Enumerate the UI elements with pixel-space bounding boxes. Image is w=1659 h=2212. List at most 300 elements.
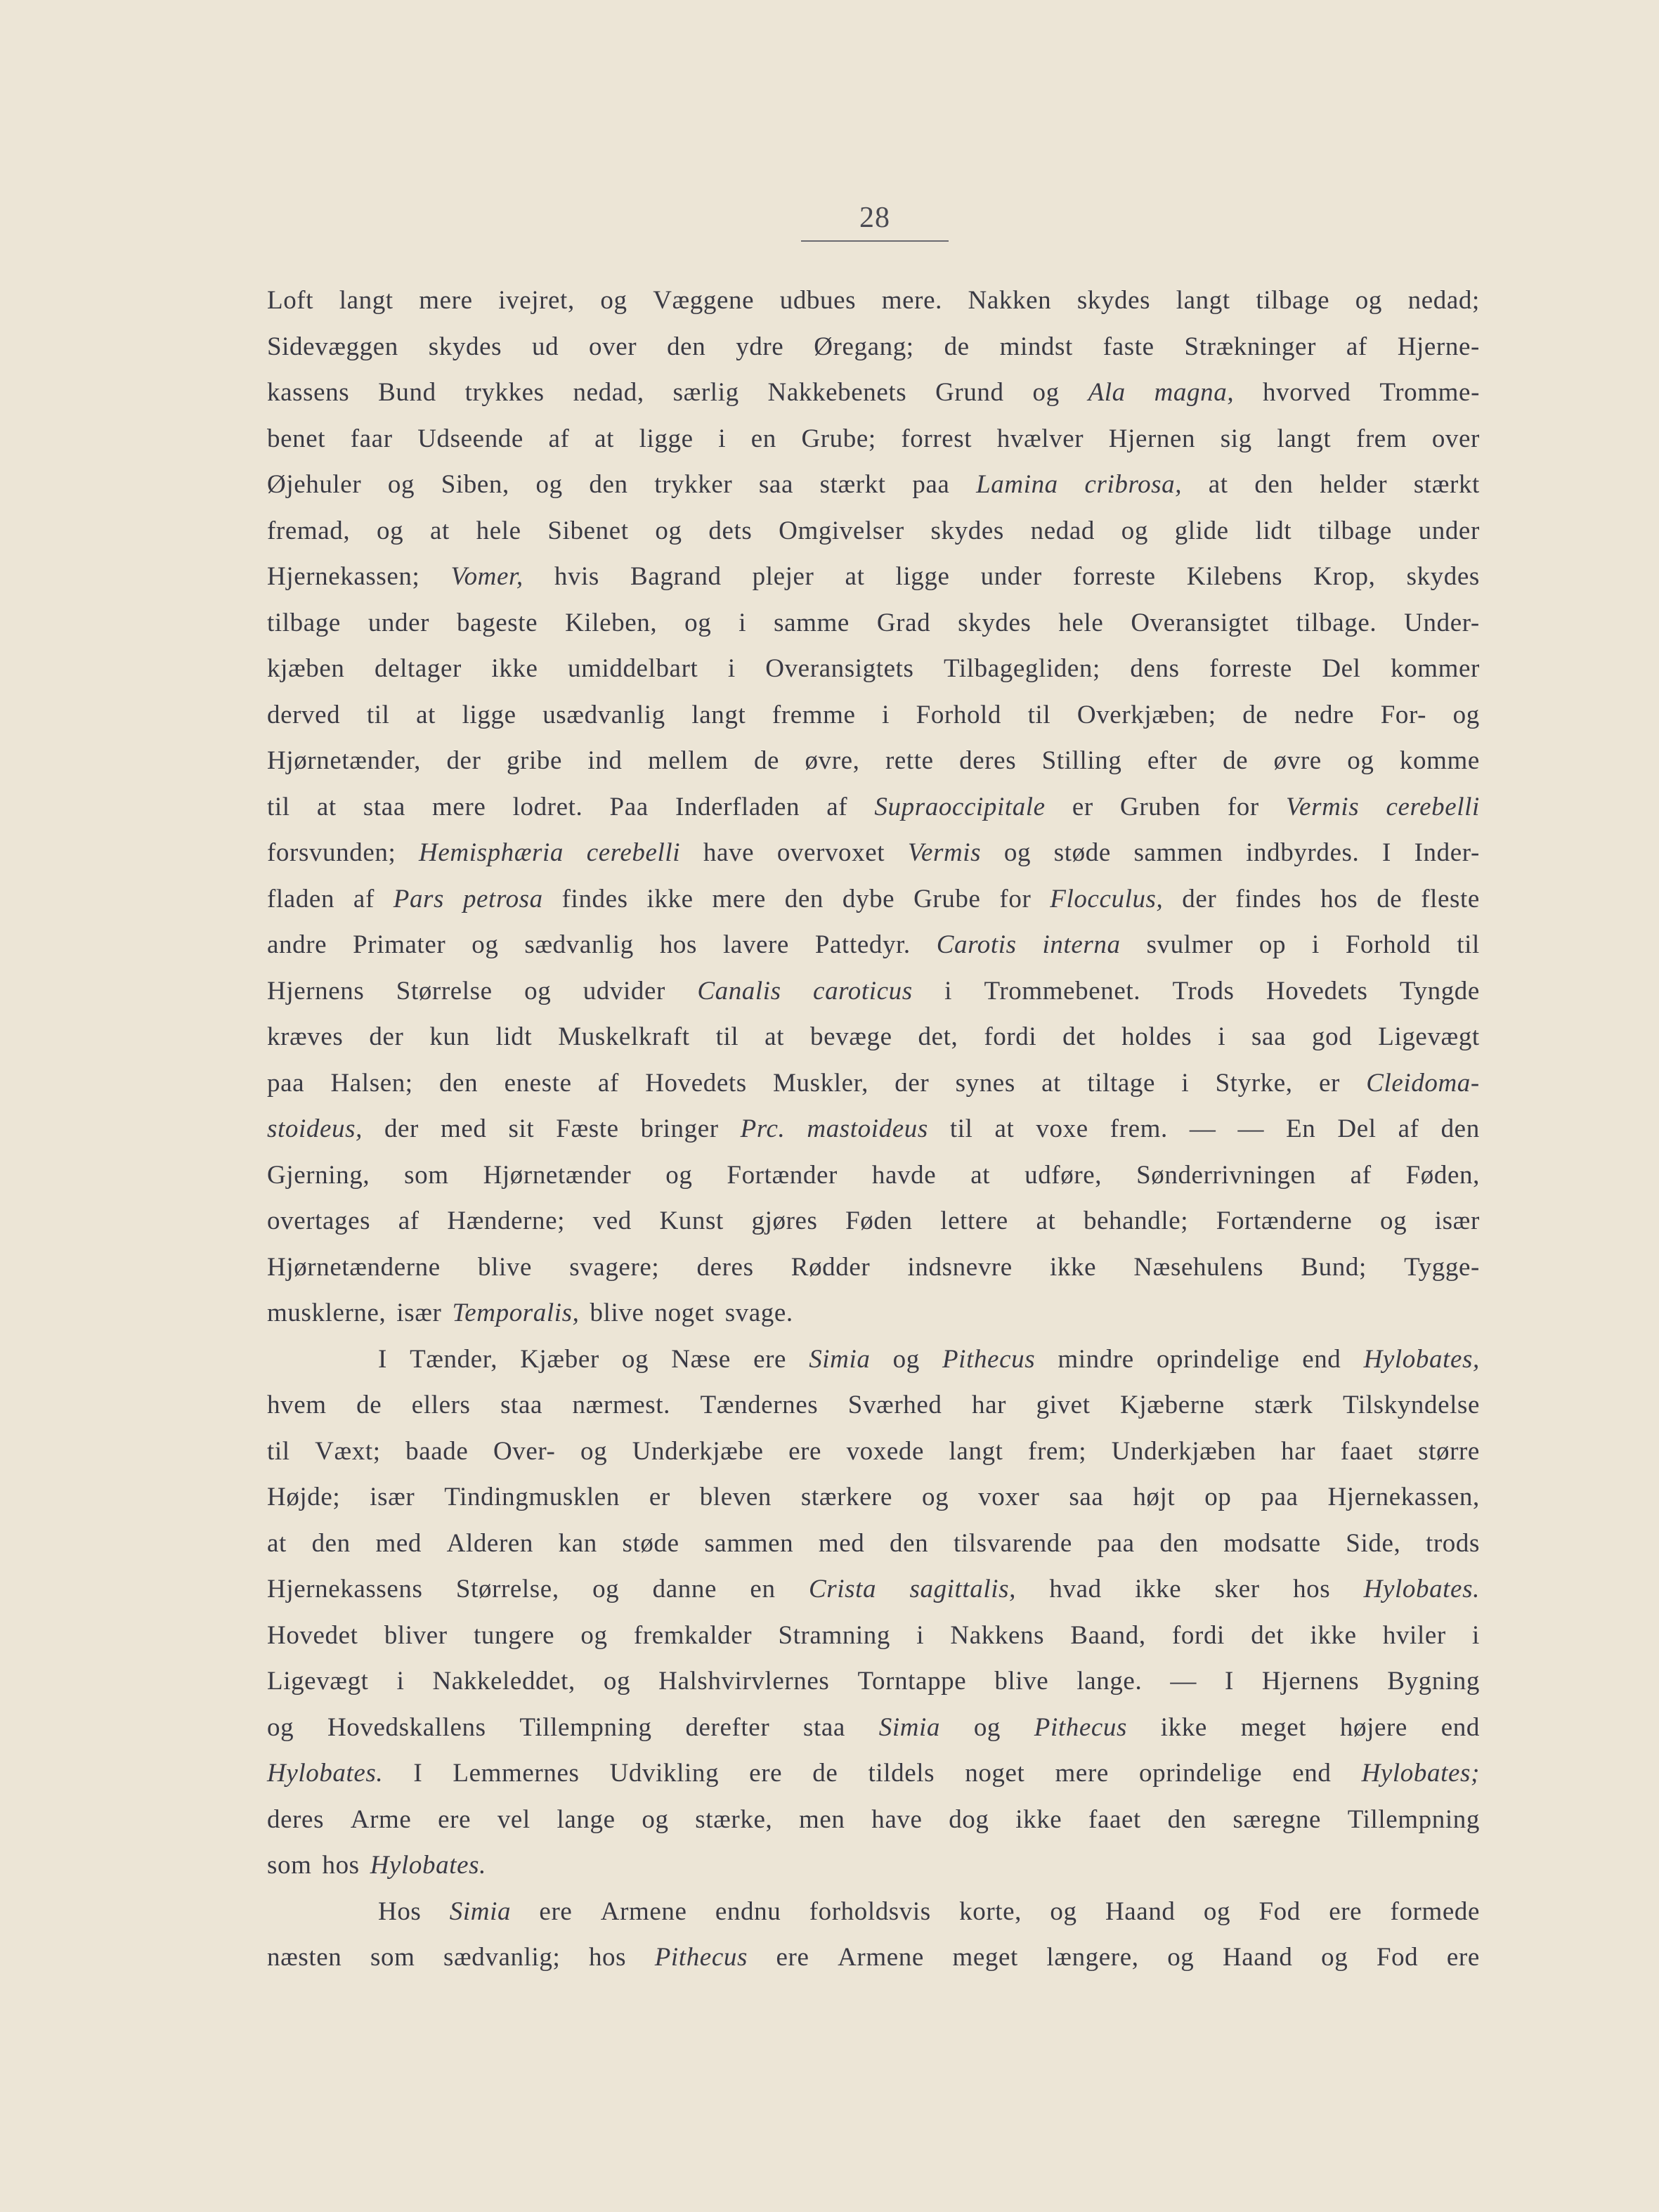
- word: gjøres: [751, 1206, 818, 1235]
- word: og: [471, 930, 499, 959]
- word: langt: [1277, 424, 1332, 453]
- word: hele: [1058, 608, 1104, 637]
- word: og: [1379, 1206, 1407, 1235]
- word: forreste: [1209, 654, 1292, 683]
- word: ere: [749, 1759, 783, 1788]
- word: ere: [438, 1804, 471, 1834]
- word: ere: [776, 1943, 809, 1972]
- word: op: [1258, 930, 1287, 959]
- word: stærke,: [695, 1804, 773, 1834]
- word: —: [1170, 1667, 1197, 1696]
- text-line: [267, 1336, 1480, 1383]
- word: Hjernens: [267, 976, 365, 1006]
- word: glide: [1174, 516, 1229, 545]
- word: i: [1218, 1022, 1226, 1051]
- word: Hænderne;: [447, 1206, 566, 1235]
- word: de: [1242, 700, 1268, 729]
- word: som: [370, 1943, 415, 1972]
- word: oprindelige: [1156, 1344, 1280, 1374]
- word: paa: [912, 470, 950, 499]
- italic-word: Hylobates;: [1361, 1759, 1480, 1788]
- word: men: [799, 1804, 845, 1834]
- word: udbues: [779, 286, 857, 315]
- word: højere: [1339, 1712, 1407, 1742]
- word: som: [267, 1851, 312, 1880]
- word: Overkjæben;: [1076, 700, 1216, 729]
- word: Fæste: [556, 1114, 619, 1143]
- word: Trods: [1172, 976, 1235, 1006]
- word: Rødder: [791, 1252, 871, 1282]
- word: støde: [1053, 838, 1111, 867]
- italic-word: mastoideus: [807, 1114, 928, 1143]
- word: ikke: [1160, 1712, 1207, 1742]
- text-line: [267, 462, 1480, 508]
- text-line: [267, 1613, 1480, 1659]
- word: svulmer: [1146, 930, 1233, 959]
- word: deres: [696, 1252, 754, 1282]
- word: andre: [267, 930, 327, 959]
- word: indsnevre: [907, 1252, 1013, 1282]
- word: paa: [1097, 1528, 1135, 1558]
- word: og: [621, 1344, 649, 1374]
- word: holdes: [1121, 1022, 1192, 1051]
- word: Del: [1337, 1114, 1377, 1143]
- word: Hovedet: [267, 1620, 358, 1650]
- word: er: [649, 1483, 670, 1511]
- word: saa: [1251, 1022, 1287, 1051]
- word: ved: [592, 1206, 632, 1235]
- word: de: [812, 1759, 838, 1788]
- word: Sidevæggen: [267, 332, 398, 361]
- text-line: [267, 1521, 1480, 1567]
- italic-word: Vermis: [1285, 792, 1360, 821]
- word: I: [413, 1759, 423, 1788]
- word: behandle;: [1083, 1206, 1189, 1235]
- word: Hjørnetænder: [483, 1160, 632, 1190]
- word: Kilebens: [1186, 562, 1283, 591]
- word: synes: [955, 1068, 1015, 1098]
- italic-word: Temporalis,: [452, 1299, 580, 1327]
- word: Arme: [350, 1804, 412, 1834]
- word: til: [267, 1436, 290, 1466]
- word: over: [1431, 424, 1480, 453]
- word: i: [944, 976, 953, 1006]
- word: og: [580, 1436, 608, 1466]
- word: skydes: [1406, 562, 1480, 591]
- word: Alderen: [446, 1528, 533, 1558]
- text-line: [267, 646, 1480, 692]
- word: nedre: [1294, 700, 1355, 729]
- word: op: [1204, 1483, 1232, 1511]
- word: Halshvirvlernes: [658, 1667, 830, 1696]
- word: endnu: [715, 1897, 781, 1926]
- word: Ligevægt: [267, 1667, 369, 1696]
- word: i: [1472, 1620, 1480, 1650]
- word: det: [1251, 1620, 1284, 1650]
- word: derefter: [685, 1712, 770, 1742]
- word: Grund: [935, 378, 1004, 407]
- word: Paa: [609, 792, 649, 821]
- word: til: [366, 700, 390, 729]
- text-line: [267, 1889, 1480, 1935]
- word: bleven: [699, 1483, 772, 1511]
- word: Hjørnetænderne: [267, 1252, 441, 1282]
- word: mindst: [999, 332, 1073, 361]
- word: hos: [588, 1943, 627, 1972]
- word: af: [548, 424, 570, 453]
- word: Muskelkraft: [558, 1022, 690, 1051]
- word: langt: [949, 1436, 1003, 1466]
- word: mere: [419, 286, 473, 315]
- italic-word: Simia: [449, 1897, 512, 1926]
- word: sammen: [704, 1528, 794, 1558]
- word: forrest: [901, 424, 972, 453]
- word: mere: [712, 884, 766, 913]
- word: stærk: [1254, 1391, 1313, 1419]
- word: de: [356, 1391, 382, 1419]
- word: givet: [1036, 1391, 1091, 1419]
- word: at: [1208, 470, 1228, 499]
- word: af: [1398, 1114, 1419, 1143]
- word: Underkjæben: [1111, 1436, 1256, 1466]
- word: hvad: [1049, 1575, 1102, 1603]
- word: frem.: [1110, 1114, 1168, 1143]
- word: Kjæber: [520, 1344, 599, 1374]
- word: Primater: [353, 930, 446, 959]
- text-line: [267, 876, 1480, 923]
- word: i: [882, 700, 890, 729]
- word: har: [1281, 1436, 1316, 1466]
- word: stærkere: [800, 1483, 893, 1511]
- word: kun: [429, 1022, 470, 1051]
- word: Torntappe: [857, 1667, 967, 1696]
- italic-word: petrosa: [462, 884, 543, 913]
- word: den: [667, 332, 706, 361]
- word: gribe: [506, 746, 562, 775]
- word: Krop,: [1313, 562, 1376, 591]
- word: der: [1182, 884, 1217, 913]
- word: Kjæberne: [1120, 1391, 1225, 1419]
- text-line: [267, 1060, 1480, 1107]
- word: at: [267, 1528, 287, 1558]
- word: kræves: [267, 1022, 344, 1051]
- word: Kileben,: [565, 608, 658, 637]
- word: overtages: [267, 1206, 371, 1235]
- word: dybe: [842, 884, 895, 913]
- word: højt: [1133, 1483, 1176, 1511]
- word: —: [1237, 1114, 1265, 1143]
- word: dog: [949, 1804, 989, 1834]
- word: der: [894, 1068, 930, 1098]
- page-number-rule: [801, 240, 949, 242]
- word: tilsvarende: [953, 1528, 1072, 1558]
- italic-word: Crista: [808, 1575, 877, 1603]
- word: øvre,: [805, 746, 860, 775]
- word: voxer: [978, 1483, 1040, 1511]
- word: og: [376, 516, 404, 545]
- word: Tindingmusklen: [444, 1483, 620, 1511]
- word: trykkes: [464, 378, 545, 407]
- word: kan: [558, 1528, 597, 1558]
- word: usædvanlig: [542, 700, 665, 729]
- word: at: [765, 1022, 785, 1051]
- word: ligge: [462, 700, 516, 729]
- word: er: [1318, 1068, 1340, 1098]
- word: kassens: [267, 378, 350, 407]
- word: helder: [1320, 470, 1388, 499]
- word: langt: [339, 286, 393, 315]
- word: det: [1062, 1022, 1096, 1051]
- word: og: [1167, 1943, 1195, 1972]
- word: den: [784, 884, 824, 913]
- word: udføre,: [1024, 1160, 1102, 1190]
- italic-word: Flocculus,: [1050, 884, 1164, 913]
- word: og: [1355, 286, 1382, 315]
- word: der: [446, 746, 481, 775]
- italic-word: Hylobates.: [1363, 1575, 1480, 1603]
- italic-word: Cleidoma-: [1366, 1068, 1480, 1098]
- word: Bund;: [1301, 1252, 1367, 1282]
- word: især: [370, 1483, 415, 1511]
- word: Udseende: [417, 424, 523, 453]
- word: Tillempning: [519, 1712, 652, 1742]
- word: ikke: [1310, 1620, 1357, 1650]
- word: og: [1321, 1943, 1348, 1972]
- word: ivejret,: [498, 286, 575, 315]
- word: længere,: [1046, 1943, 1139, 1972]
- word: fremme: [772, 700, 856, 729]
- italic-word: Simia: [878, 1712, 941, 1742]
- word: det,: [918, 1022, 958, 1051]
- word: at: [845, 562, 865, 591]
- word: lodret.: [512, 792, 583, 821]
- italic-word: cerebelli: [586, 838, 681, 867]
- word: den: [311, 1528, 351, 1558]
- word: den: [1167, 1804, 1206, 1834]
- word: ud: [531, 332, 559, 361]
- word: fordi: [1172, 1620, 1225, 1650]
- text-line: [267, 1244, 1480, 1291]
- word: af: [398, 1206, 419, 1235]
- text-line: [267, 416, 1480, 462]
- word: findes: [1235, 884, 1302, 913]
- word: Hjernen: [1108, 424, 1196, 453]
- word: Tændernes: [700, 1391, 819, 1419]
- word: af: [353, 884, 375, 913]
- word: eneste: [504, 1068, 572, 1098]
- word: faaet: [1088, 1804, 1141, 1834]
- word: deres: [959, 746, 1017, 775]
- word: Forhold: [916, 700, 1002, 729]
- word: mere: [432, 792, 486, 821]
- italic-word: Pithecus: [654, 1943, 748, 1972]
- italic-word: sagittalis,: [909, 1575, 1017, 1603]
- word: En: [1286, 1114, 1316, 1143]
- word: til: [715, 1022, 739, 1051]
- word: især: [396, 1299, 442, 1327]
- word: og: [592, 1575, 620, 1603]
- word: Øjehuler: [267, 470, 362, 499]
- word: Væggene: [653, 286, 755, 315]
- word: at: [994, 1114, 1015, 1143]
- word: er: [1072, 792, 1093, 821]
- word: Grube: [913, 884, 981, 913]
- word: stærkt: [819, 470, 886, 499]
- word: ere: [788, 1436, 822, 1466]
- word: modsatte: [1223, 1528, 1321, 1558]
- word: med: [818, 1528, 865, 1558]
- word: særegne: [1232, 1804, 1321, 1834]
- text-line: [267, 508, 1480, 554]
- word: Side,: [1346, 1528, 1401, 1558]
- word: Grube;: [801, 424, 876, 453]
- word: musklerne,: [267, 1299, 386, 1327]
- word: mellem: [647, 746, 729, 775]
- word: Bygning: [1387, 1667, 1480, 1696]
- word: den: [1254, 470, 1294, 499]
- text-line: [267, 1014, 1480, 1060]
- word: den: [589, 470, 628, 499]
- word: ikke: [1015, 1804, 1062, 1834]
- word: trods: [1425, 1528, 1480, 1558]
- word: skydes: [1076, 286, 1151, 315]
- word: ere: [753, 1344, 787, 1374]
- word: de: [1223, 746, 1249, 775]
- word: oprindelige: [1139, 1759, 1263, 1788]
- word: i: [396, 1667, 405, 1696]
- word: Forhold: [1345, 930, 1431, 959]
- text-line: [267, 600, 1480, 646]
- word: tiltage: [1087, 1068, 1156, 1098]
- word: Hjernens: [1261, 1667, 1360, 1696]
- word: Styrke,: [1215, 1068, 1293, 1098]
- word: Del: [1322, 654, 1361, 683]
- word: og: [1203, 1897, 1231, 1926]
- word: sig: [1220, 424, 1252, 453]
- word: Omgivelser: [779, 516, 904, 545]
- text-line: [267, 1934, 1480, 1981]
- word: havde: [871, 1160, 937, 1190]
- italic-word: Supraoccipitale: [874, 792, 1046, 821]
- word: den: [890, 1528, 929, 1558]
- word: Haand: [1222, 1943, 1293, 1972]
- word: ikke: [1050, 1252, 1097, 1282]
- word: ere: [1446, 1943, 1480, 1972]
- word: Væxt;: [315, 1436, 381, 1466]
- word: Fortænder: [727, 1160, 838, 1190]
- word: af: [597, 1068, 619, 1098]
- word: Højde;: [267, 1483, 341, 1511]
- word: Næsehulens: [1133, 1252, 1264, 1282]
- word: have: [703, 838, 755, 867]
- word: og: [267, 1712, 294, 1742]
- word: Over-: [493, 1436, 556, 1466]
- word: danne: [652, 1575, 717, 1603]
- word: sker: [1214, 1575, 1260, 1603]
- word: Nakkebenets: [767, 378, 907, 407]
- word: og: [1452, 700, 1480, 729]
- word: Stramning: [778, 1620, 890, 1650]
- word: sædvanlig: [524, 930, 634, 959]
- word: dets: [708, 516, 753, 545]
- text-line: [267, 278, 1480, 324]
- word: fladen: [267, 884, 335, 913]
- text-line: [267, 784, 1480, 831]
- word: langt: [1176, 286, 1230, 315]
- word: for: [1227, 792, 1259, 821]
- word: hele: [476, 516, 521, 545]
- word: forholdsvis: [809, 1897, 931, 1926]
- word: til: [949, 1114, 973, 1143]
- word: tilbage: [1256, 286, 1330, 315]
- word: saa: [1069, 1483, 1104, 1511]
- word: tildels: [868, 1759, 935, 1788]
- word: Sværhed: [847, 1391, 942, 1419]
- word: Hjerne-: [1397, 332, 1480, 361]
- word: faaet: [1340, 1436, 1393, 1466]
- word: Siben,: [441, 470, 509, 499]
- word: Bund: [378, 378, 436, 407]
- word: Nakkeleddet,: [432, 1667, 575, 1696]
- word: som: [404, 1160, 449, 1190]
- word: Hovedets: [645, 1068, 747, 1098]
- italic-word: interna: [1042, 930, 1121, 959]
- word: bevæge: [809, 1022, 892, 1051]
- word: og: [1003, 838, 1032, 867]
- word: og: [922, 1483, 949, 1511]
- word: og: [684, 608, 712, 637]
- word: paa: [267, 1068, 305, 1098]
- text-line: [267, 1290, 1480, 1336]
- text-line: [267, 1429, 1480, 1475]
- word: af: [1346, 332, 1367, 361]
- word: sammen: [1133, 838, 1223, 867]
- word: god: [1312, 1022, 1353, 1051]
- word: indbyrdes.: [1246, 838, 1360, 867]
- word: den: [439, 1068, 479, 1098]
- word: lange: [557, 1804, 616, 1834]
- word: lidt: [1255, 516, 1292, 545]
- word: næsten: [267, 1943, 342, 1972]
- italic-word: Pars: [393, 884, 445, 913]
- word: sædvanlig;: [443, 1943, 561, 1972]
- word: Bagrand: [630, 562, 722, 591]
- word: Hovedets: [1266, 976, 1368, 1006]
- word: korte,: [959, 1897, 1022, 1926]
- word: blive: [994, 1667, 1049, 1696]
- word: i: [1181, 1068, 1190, 1098]
- text-line: [267, 1797, 1480, 1843]
- word: fleste: [1421, 884, 1480, 913]
- word: komme: [1399, 746, 1480, 775]
- word: større: [1418, 1436, 1480, 1466]
- word: Baand,: [1070, 1620, 1146, 1650]
- word: noget: [965, 1759, 1025, 1788]
- word: findes: [561, 884, 628, 913]
- word: Hjørnetænder,: [267, 746, 422, 775]
- word: derved: [267, 700, 341, 729]
- word: mindre: [1058, 1344, 1134, 1374]
- word: tungere: [473, 1620, 555, 1650]
- text-line: [267, 554, 1480, 600]
- word: fremad,: [267, 516, 351, 545]
- word: skydes: [958, 608, 1032, 637]
- italic-word: magna,: [1154, 378, 1235, 407]
- word: under: [980, 562, 1042, 591]
- word: og: [1050, 1897, 1077, 1926]
- word: efter: [1147, 746, 1197, 775]
- word: frem: [1355, 424, 1407, 453]
